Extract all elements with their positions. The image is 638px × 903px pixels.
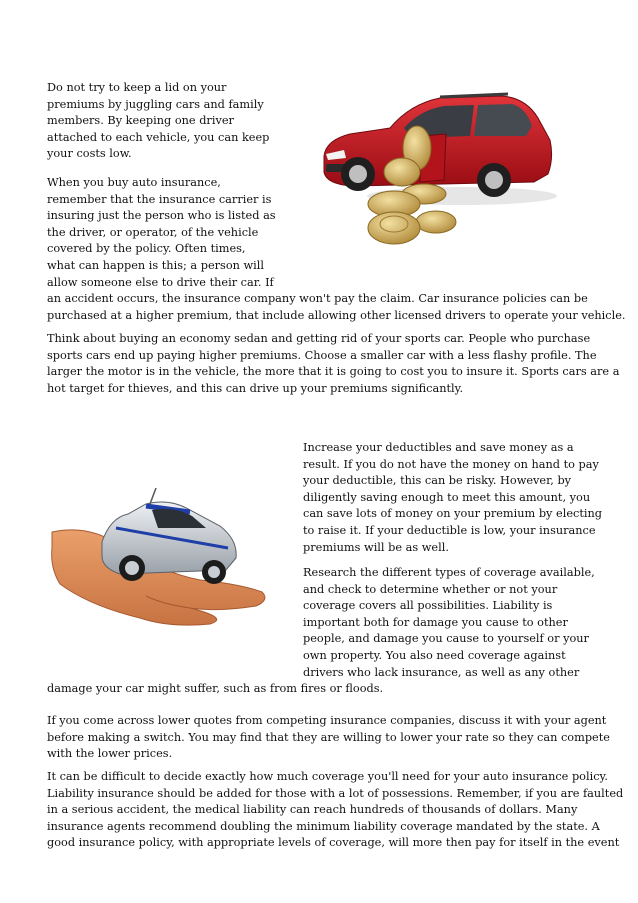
text-line: Research the different types of coverage available,	[303, 566, 595, 579]
text-line: allow someone else to drive their car. If	[47, 275, 274, 289]
text-line: Increase your deductibles and save money as a	[303, 441, 574, 454]
text-line: and check to determine whether or not your	[303, 582, 558, 596]
paragraph-liability-coverage	[47, 769, 623, 852]
text-line: your deductible, this can be risky. However, by	[303, 474, 572, 488]
text-line: It can be difficult to decide exactly how much coverage you'll need for your auto insurance policy.	[47, 770, 609, 783]
paragraph-deductibles	[303, 440, 602, 556]
text-line: your costs low.	[47, 147, 132, 161]
text-line: hot target for thieves, and this can drive up your premiums significantly.	[47, 381, 464, 395]
text-line: own property. You also need coverage against	[303, 648, 566, 662]
paragraph-insured-driver	[47, 175, 626, 324]
text-line: coverage covers all possibilities. Liability is	[303, 599, 553, 613]
text-line: larger the motor is in the vehicle, the more that it is going to cost you to insure it. Sports cars are a	[47, 365, 620, 379]
text-line: Liability insurance should be added for those with a lot of possessions. Remember, if you are faulted	[47, 786, 624, 800]
paragraph-lower-quotes	[47, 713, 610, 763]
text-line: before making a switch. You may find that they are willing to lower your rate so they can compete	[47, 730, 610, 744]
paragraph-juggling-cars	[47, 80, 269, 163]
text-line: Think about buying an economy sedan and getting rid of your sports car. People who purchase	[47, 332, 591, 345]
text-line: insurance agents recommend doubling the minimum liability coverage mandated by the state. A	[47, 819, 600, 833]
text-line: attached to each vehicle, you can keep	[47, 130, 270, 144]
text-line: people, and damage you cause to yourself or your	[303, 632, 589, 646]
text-line: sports cars end up paying higher premiums. Choose a smaller car with a less flashy profile. The	[47, 348, 597, 362]
text-line: in a serious accident, the medical liability can reach hundreds of thousands of dollars. Many	[47, 803, 578, 817]
text-line: remember that the insurance carrier is	[47, 192, 272, 206]
text-line: If you come across lower quotes from competing insurance companies, discuss it with your agent	[47, 714, 607, 727]
text-line: premiums by juggling cars and family	[47, 97, 264, 111]
paragraph-coverage-types-continued	[47, 681, 383, 698]
text-line: can save lots of money on your premium by electing	[303, 507, 602, 521]
paragraph-economy-sedan	[47, 331, 619, 397]
text-line: diligently saving enough to meet this amount, you	[303, 490, 591, 504]
text-line: important both for damage you cause to other	[303, 615, 568, 629]
hand-holding-car-image	[50, 488, 270, 628]
text-line: damage your car might suffer, such as from fires or floods.	[47, 682, 384, 695]
text-line: purchased at a higher premium, that include allowing other licensed drivers to operate your vehicle.	[47, 308, 626, 322]
text-line: drivers who lack insurance, as well as any other	[303, 665, 580, 679]
text-line: good insurance policy, with appropriate levels of coverage, will more then pay for itself in the event	[47, 836, 620, 850]
text-line: the driver, or operator, of the vehicle	[47, 225, 259, 239]
text-line: result. If you do not have the money on hand to pay	[303, 457, 599, 471]
text-line: covered by the policy. Often times,	[47, 242, 246, 256]
text-line: members. By keeping one driver	[47, 114, 234, 128]
text-line: an accident occurs, the insurance company won't pay the claim. Car insurance policies can be	[47, 292, 588, 306]
text-line: Do not try to keep a lid on your	[47, 81, 227, 94]
text-line: with the lower prices.	[47, 747, 173, 761]
text-line: premiums will be as well.	[303, 540, 449, 554]
text-line: insuring just the person who is listed as	[47, 209, 276, 223]
text-line: to raise it. If your deductible is low, your insurance	[303, 523, 596, 537]
text-line: When you buy auto insurance,	[47, 176, 221, 189]
text-line: what can happen is this; a person will	[47, 258, 265, 272]
paragraph-coverage-types	[303, 565, 595, 681]
